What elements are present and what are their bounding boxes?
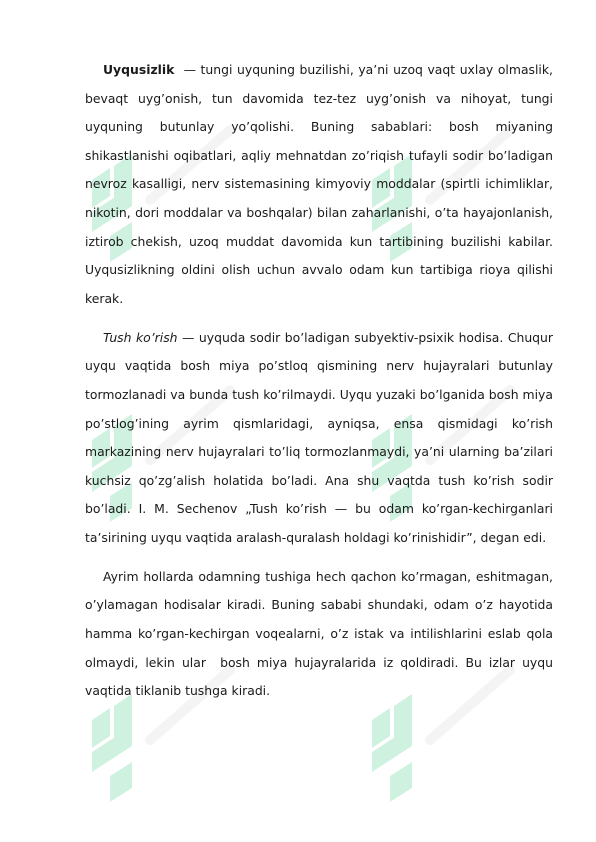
paragraph-text: Ayrim hollarda odamning tushiga hech qachon ko’rmagan, eshitmagan, o’ylamagan hodisalar kiradi. Buning sababi shundaki, odam o’z hayotida hamma ko’rgan-kechirgan voqealarni, o’z istak va intilishlarini eslab qola olmaydi, lekin ular bosh miya hujayralarida iz qoldiradi. Bu izlar uyqu vaqtida tiklanib tushga kiradi. <box>85 568 553 699</box>
paragraph-tush-korish <box>85 324 553 553</box>
paragraph-text: — tungi uyquning buzilishi, ya’ni uzoq vaqt uxlay olmaslik, bevaqt uyg’onish, tun davomida tez-tez uyg’onish va nihoyat, tungi uyquning butunlay yo’qolishi. Buning sabablari: bosh miyaning shikastlanishi oqibatlari, aqliy mehnatdan zo’riqish tufayli sodir bo’ladigan nevroz kasalligi, nerv sistemasining kimyoviy moddalar (spirtli ichimliklar, nikotin, dori moddalar va boshqalar) bilan zaharlanishi, o’ta hayajonlanish, iztirob chekish, uzoq muddat davomida kun tartibining buzilishi kabilar. Uyqusizlikning oldini olish uchun avvalo odam kun tartibiga rioya qilishi kerak. <box>85 62 553 306</box>
paragraph-uyqusizlik <box>85 56 553 313</box>
term-uyqusizlik: Uyqusizlik <box>103 62 175 77</box>
term-tush-korish: Tush ko’rish <box>103 329 178 345</box>
paragraph-text: — uyquda sodir bo’ladigan subyektiv-psixik hodisa. Chuqur uyqu vaqtida bosh miya po’stloq qismining nerv hujayralari butunlay tormozlanadi va bunda tush ko’rilmaydi. Uyqu yuzaki bo’lganida bosh miya po’stlog’ining ayrim qismlaridagi, ayniqsa, ensa qismidagi ko’rish markazining nerv hujayralari to’liq tormozlanmaydi, ya’ni ularning ba’zilari kuchsiz qo’zg’alish holatida bo’ladi. Ana shu vaqtda tush ko’rish sodir bo’ladi. I. M. Sechenov „Tush ko’rish — bu odam ko’rgan-kechirganlari ta’sirining uyqu vaqtida aralash-quralash holdagi ko’rinishidir”, degan edi. <box>85 329 553 545</box>
paragraph-ayrim-hollarda <box>85 563 553 706</box>
document-body <box>85 56 553 716</box>
